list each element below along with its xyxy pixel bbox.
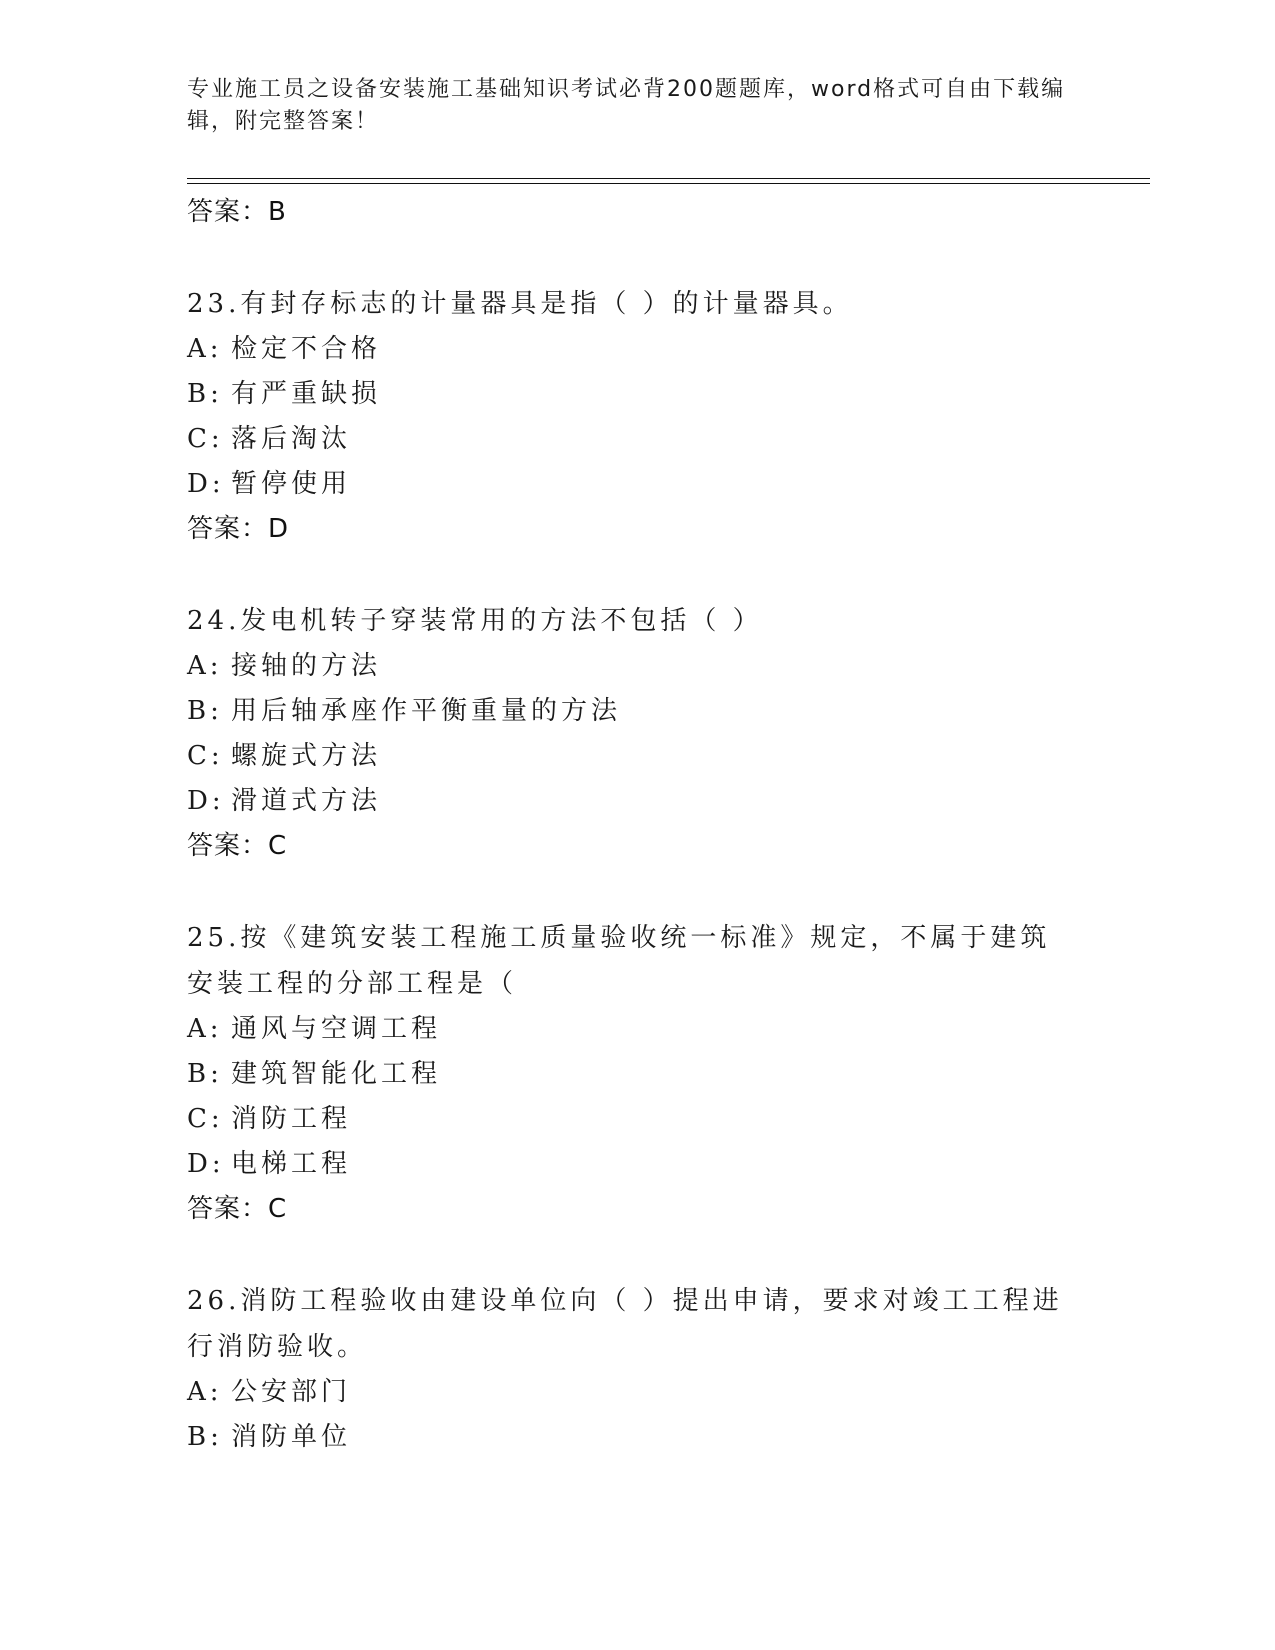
option-d: [187, 462, 1087, 507]
question-24: [187, 598, 1087, 868]
option-c: [187, 734, 1087, 779]
option-key: A:: [187, 1377, 223, 1407]
option-text: 检定不合格: [231, 334, 382, 364]
option-key: D:: [187, 1149, 225, 1179]
answer-line: 答案：D: [187, 514, 290, 544]
option-c: [187, 417, 1087, 462]
option-text: 通风与空调工程: [231, 1014, 442, 1044]
question-23: [187, 281, 1087, 551]
option-text: 落后淘汰: [231, 424, 352, 454]
option-key: A:: [187, 334, 223, 364]
option-b: [187, 372, 1087, 417]
option-text: 滑道式方法: [231, 786, 382, 816]
option-key: C:: [187, 424, 224, 454]
question-25: [187, 915, 1087, 1231]
answer-line: 答案：C: [187, 1194, 288, 1224]
option-a: [187, 644, 1087, 689]
option-text: 消防单位: [231, 1422, 352, 1452]
option-key: C:: [187, 1104, 224, 1134]
option-text: 公安部门: [231, 1377, 352, 1407]
header-divider: [187, 183, 1150, 184]
option-key: B:: [187, 1422, 223, 1452]
header-divider: [187, 178, 1150, 179]
question-text: 26.消防工程验收由建设单位向（ ）提出申请，要求对竣工工程进行消防验收。: [187, 1286, 1063, 1362]
option-text: 用后轴承座作平衡重量的方法: [231, 696, 622, 726]
option-key: B:: [187, 379, 223, 409]
question-text: 23.有封存标志的计量器具是指（ ）的计量器具。: [187, 289, 853, 319]
option-text: 暂停使用: [231, 469, 352, 499]
option-text: 消防工程: [231, 1104, 352, 1134]
option-b: [187, 1052, 1087, 1097]
option-text: 螺旋式方法: [231, 741, 382, 771]
question-text: 25.按《建筑安装工程施工质量验收统一标准》规定，不属于建筑安装工程的分部工程是（: [187, 923, 1051, 999]
option-text: 接轴的方法: [231, 651, 382, 681]
option-a: [187, 1007, 1087, 1052]
option-key: D:: [187, 469, 225, 499]
question-26: [187, 1278, 1087, 1460]
option-key: A:: [187, 1014, 223, 1044]
document-header-title: 专业施工员之设备安装施工基础知识考试必背200题题库，word格式可自由下载编辑，附完整答案！: [187, 77, 1066, 134]
option-key: A:: [187, 651, 223, 681]
option-a: [187, 1370, 1087, 1415]
option-b: [187, 1415, 1087, 1460]
option-text: 电梯工程: [231, 1149, 352, 1179]
option-text: 建筑智能化工程: [231, 1059, 442, 1089]
question-text: 24.发电机转子穿装常用的方法不包括（ ）: [187, 606, 763, 636]
option-d: [187, 779, 1087, 824]
option-d: [187, 1142, 1087, 1187]
option-key: B:: [187, 1059, 223, 1089]
option-key: B:: [187, 696, 223, 726]
option-key: C:: [187, 741, 224, 771]
option-b: [187, 689, 1087, 734]
option-c: [187, 1097, 1087, 1142]
option-key: D:: [187, 786, 225, 816]
option-text: 有严重缺损: [231, 379, 382, 409]
option-a: [187, 327, 1087, 372]
document-body: [187, 190, 1087, 1460]
answer-line: 答案：C: [187, 831, 288, 861]
answer-line: 答案：B: [187, 197, 287, 227]
